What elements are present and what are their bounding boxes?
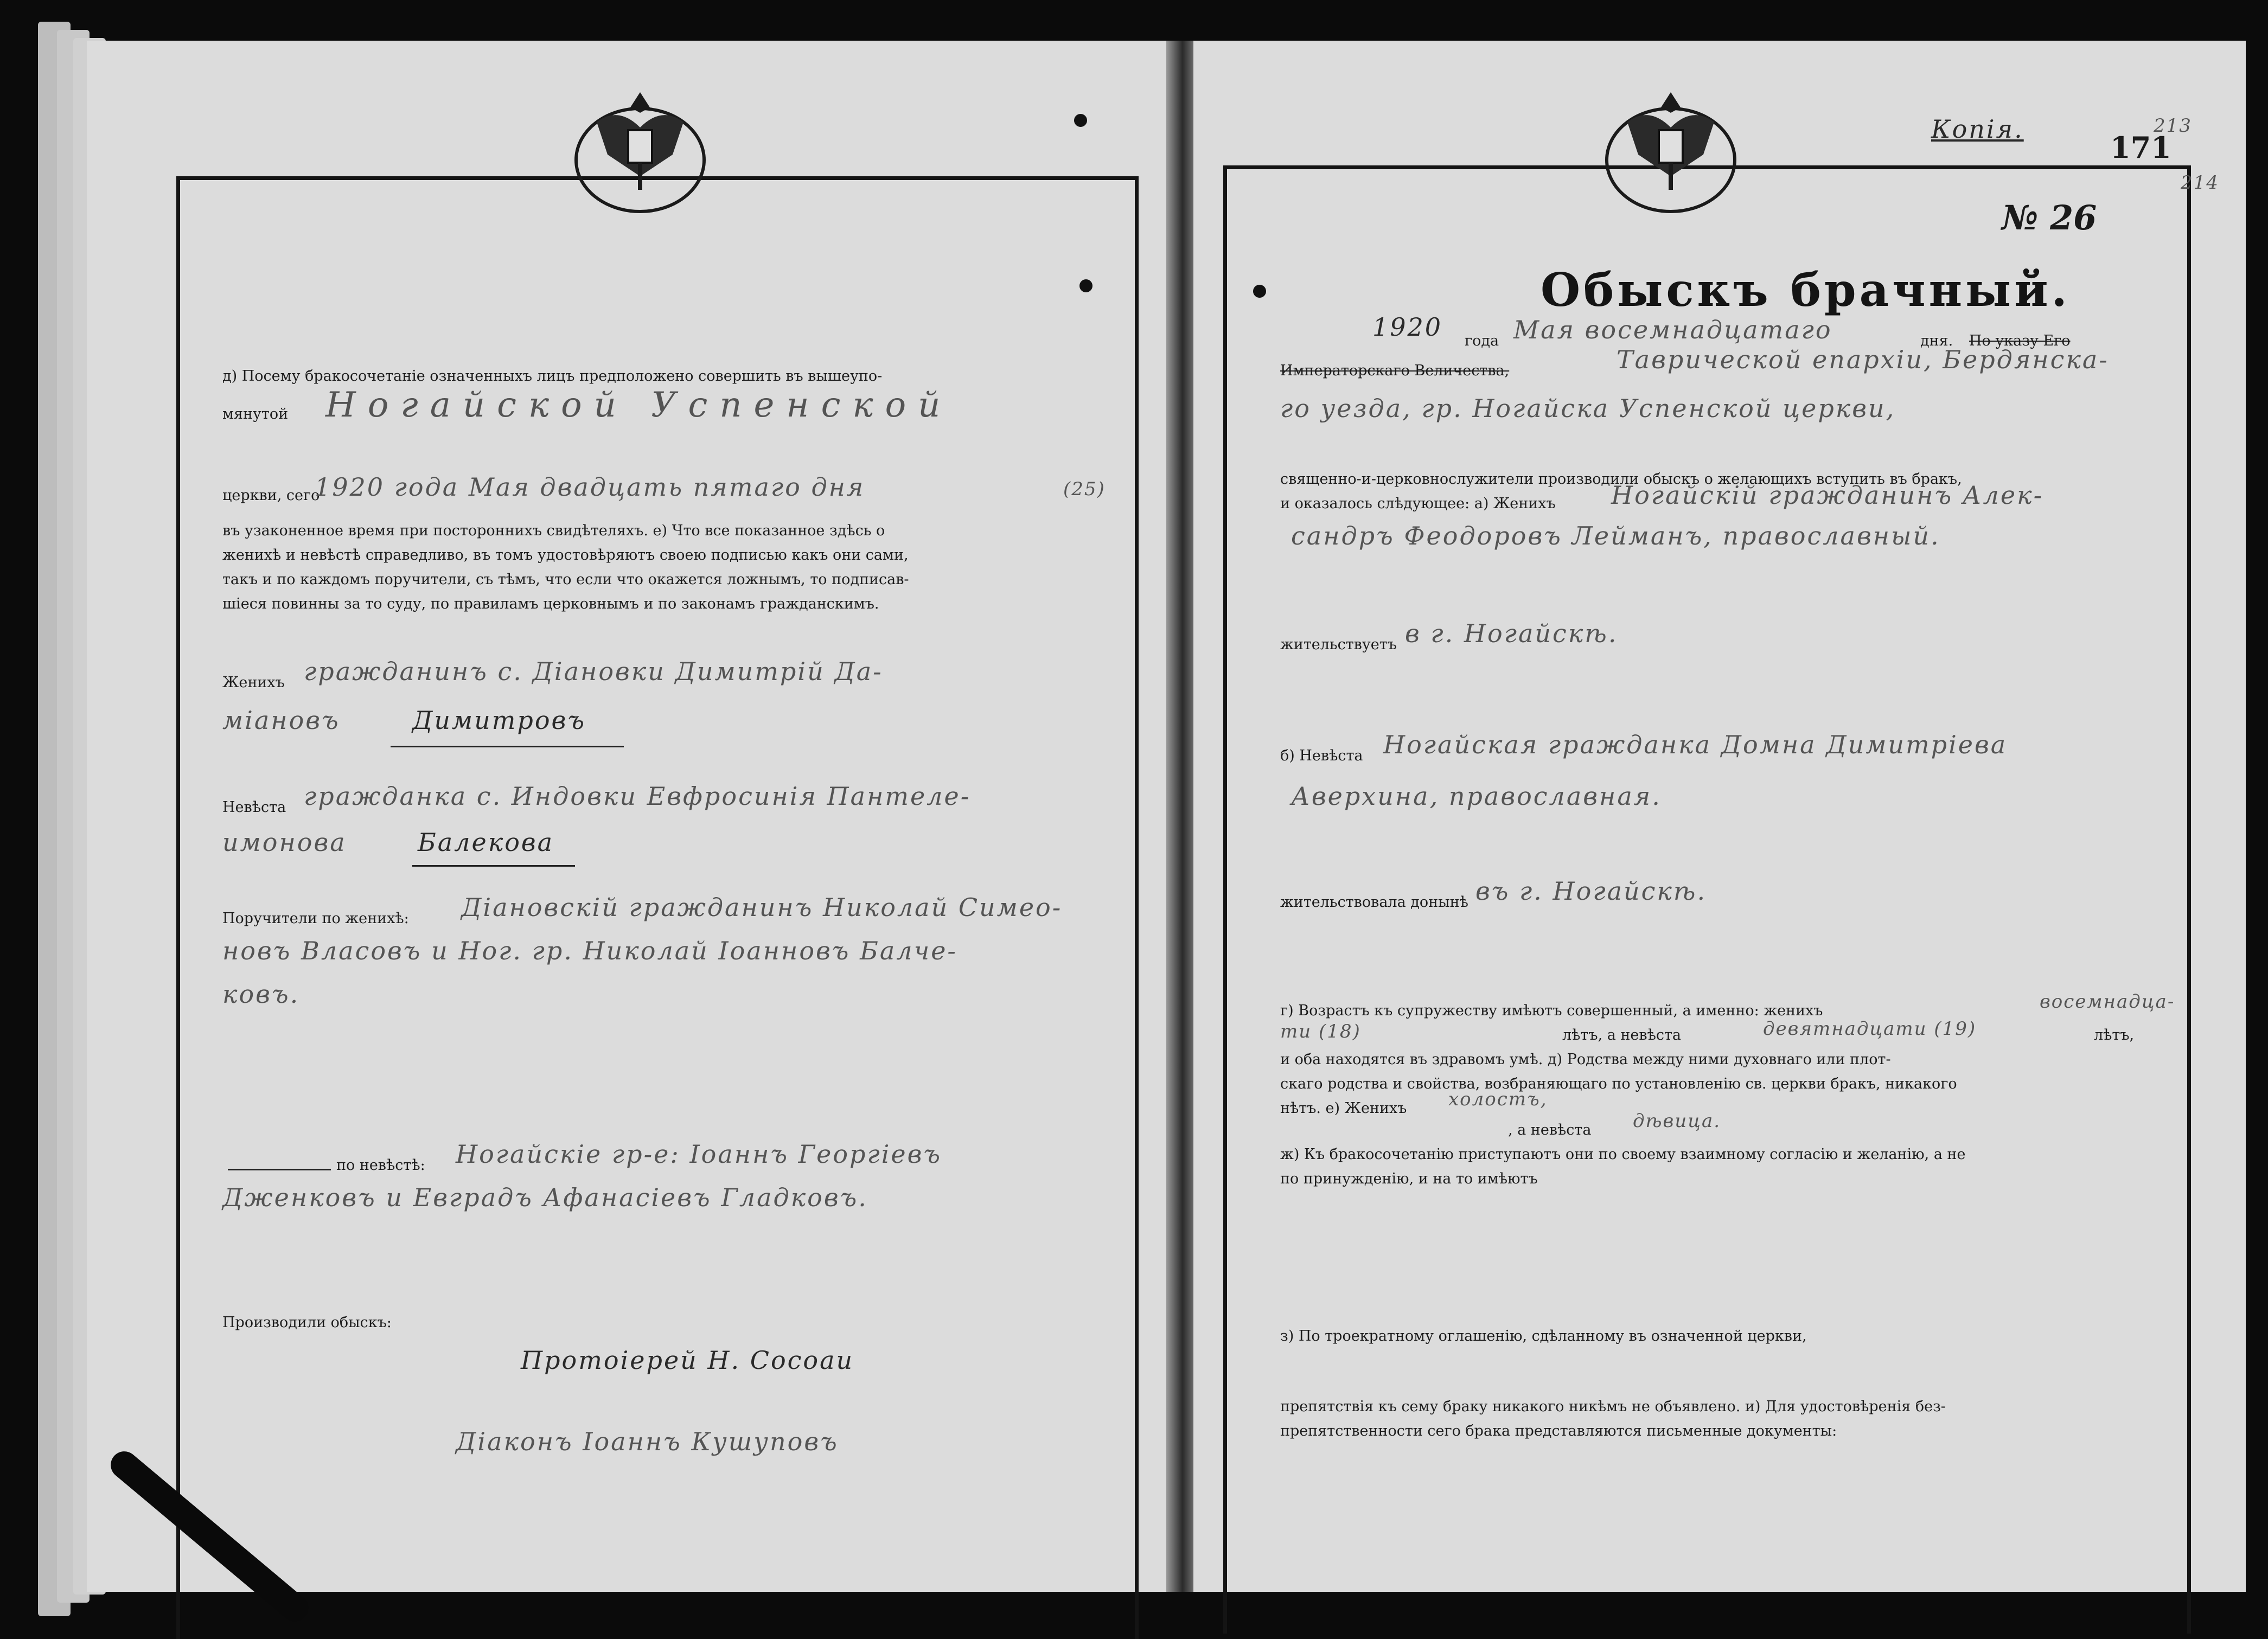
obstacles-line: препятствiя къ сему браку никакого никѣмъ не объявлено. и) Для удостовѣренiя без-	[1280, 1398, 1946, 1415]
day-label: дня.	[1920, 332, 1953, 349]
guarantors-groom-handwritten-1: Дiановскiй гражданинъ Николай Симео-	[461, 893, 1063, 922]
binding-hole	[1253, 285, 1266, 298]
guarantors-bride-blank-line	[228, 1169, 331, 1170]
year-handwritten: 1920	[1372, 312, 1443, 342]
uezd-handwritten: го уезда, гр. Ногайска Успенской церкви,	[1280, 394, 1896, 423]
date-handwritten: 1920 года Мая двадцать пятаго дня	[315, 472, 865, 502]
age-groom-handwritten-1: восемнадца-	[2040, 991, 2175, 1013]
binding-hole	[1074, 114, 1087, 127]
deacon-signature: Дiаконъ Iоаннъ Кушуповъ	[456, 1427, 839, 1456]
age-line-1: г) Возрастъ къ супружеству имѣютъ совершенный, а именно: женихъ	[1280, 1002, 1823, 1019]
groom-label: Женихъ	[222, 674, 285, 691]
item-d-text: д) Посему бракосочетанiе означенныхъ лицъ предположено совершить въ вышеупо-	[222, 368, 883, 385]
para-line-1: въ узаконенное время при постороннихъ свидѣтеляхъ. е) Что все показанное здѣсь о	[222, 522, 885, 539]
priest-signature: Протоiерей Н. Сосоаи	[521, 1346, 854, 1375]
banns-line: з) По троекратному оглашенiю, сдѣланному въ означенной церкви,	[1280, 1328, 1807, 1345]
para-line-3: такъ и по каждомъ поручители, съ тѣмъ, что если что окажется ложнымъ, то подписав-	[222, 571, 909, 588]
marital-groom-label: нѣтъ. е) Женихъ	[1280, 1100, 1407, 1117]
age-groom-handwritten-2: ти (18)	[1280, 1021, 1361, 1042]
bride-label: Невѣста	[222, 799, 286, 816]
consent-line-1: ж) Къ бракосочетанiю приступаютъ они по своему взаимному согласiю и желанiю, а не	[1280, 1146, 1966, 1163]
bride-residence-handwritten: въ г. Ногайскѣ.	[1475, 876, 1707, 906]
marital-bride-label: , а невѣста	[1508, 1122, 1592, 1138]
item-d-text-2: мянутой	[222, 406, 289, 422]
guarantors-bride-handwritten-2: Дженковъ и Евградъ Афанасiевъ Гладковъ.	[222, 1183, 868, 1212]
imperial-eagle-emblem	[564, 79, 716, 214]
age-line-2a: лѣтъ, а невѣста	[1562, 1027, 1682, 1043]
groom-handwritten-2: сандръ Феодоровъ Лейманъ, православный.	[1291, 521, 1940, 550]
marital-groom-handwritten: холостъ,	[1448, 1089, 1548, 1110]
document-title: Обыскъ брачный.	[1541, 263, 2071, 317]
clergy-line: священно-и-церковнослужители производили обыскъ о желающихъ вступить въ бракъ,	[1280, 471, 1962, 488]
date-number-handwritten: (25)	[1063, 478, 1106, 500]
conducted-by-label: Производили обыскъ:	[222, 1314, 392, 1331]
found-line: и оказалось слѣдующее: а) Женихъ	[1280, 495, 1556, 512]
guarantors-groom-handwritten-2: новъ Власовъ и Ног. гр. Николай Iоанновъ Балче-	[222, 936, 957, 965]
documents-line: препятственности сего брака представляются письменные документы:	[1280, 1423, 1837, 1439]
church-name-handwritten: Ногайской Успенской	[325, 385, 953, 425]
guarantors-groom-label: Поручители по женихѣ:	[222, 910, 409, 927]
left-page	[87, 41, 1172, 1592]
bride-handwritten-2: Аверхина, православная.	[1291, 782, 1662, 811]
bride-handwritten-2: имонова	[222, 828, 347, 857]
groom-signature-underline	[391, 746, 624, 747]
struck-text-1: По указу Его	[1969, 332, 2071, 349]
consent-line-2: по принужденiю, и на то имѣютъ	[1280, 1170, 1538, 1187]
struck-text-2: Императорскаго Величества,	[1280, 362, 1510, 379]
guarantors-groom-handwritten-3: ковъ.	[222, 979, 300, 1009]
kin-line: скаго родства и свойства, возбраняющаго по установленiю св. церкви бракъ, никакого	[1280, 1075, 1957, 1092]
groom-handwritten-1: Ногайскiй гражданинъ Алек-	[1611, 481, 2044, 510]
guarantors-bride-handwritten-1: Ногайскiе гр-е: Iоаннъ Георгiевъ	[456, 1139, 942, 1169]
month-handwritten: Мая восемнадцатаго	[1513, 315, 1832, 344]
age-line-2b: лѣтъ,	[2094, 1027, 2135, 1043]
record-number: № 26	[2002, 198, 2097, 238]
bride-handwritten-1: Ногайская гражданка Домна Димитрiева	[1383, 730, 2008, 759]
para-line-4: шiеся повинны за то суду, по правиламъ церковнымъ и по законамъ гражданскимъ.	[222, 596, 879, 612]
bride-residence-label: жительствовала донынѣ	[1280, 894, 1468, 911]
guarantors-bride-label: по невѣстѣ:	[336, 1157, 425, 1174]
folio-handwritten-1: 213	[2154, 115, 2192, 137]
groom-residence-label: жительствуетъ	[1280, 636, 1397, 653]
imperial-eagle-emblem	[1595, 79, 1747, 214]
groom-handwritten-2: мiановъ	[222, 706, 340, 735]
eparchy-handwritten: Таврической епархiи, Бердянска-	[1617, 345, 2109, 374]
age-bride-handwritten: девятнадцати (19)	[1763, 1018, 1977, 1040]
bride-signature: Балекова	[418, 828, 554, 857]
binding-hole	[1079, 279, 1093, 292]
folio-printed: 171	[2110, 130, 2171, 165]
bride-handwritten-1: гражданка с. Индовки Евфросинiя Пантеле-	[304, 782, 971, 811]
groom-residence-handwritten: в г. Ногайскѣ.	[1405, 619, 1618, 648]
church-label: церкви, сего	[222, 487, 320, 504]
bride-signature-underline	[412, 865, 575, 867]
year-label: года	[1465, 332, 1499, 349]
right-page	[1193, 41, 2246, 1592]
marital-bride-handwritten: дѣвица.	[1633, 1110, 1721, 1132]
folio-handwritten-2: 214	[2181, 172, 2219, 194]
para-line-2: женихѣ и невѣстѣ справедливо, въ томъ удостовѣряютъ своею подписью какъ они сами,	[222, 547, 909, 564]
copy-mark: Копiя.	[1931, 114, 2024, 144]
groom-signature: Димитровъ	[412, 706, 586, 735]
groom-handwritten-1: гражданинъ с. Дiановки Димитрiй Да-	[304, 657, 883, 686]
bride-label: б) Невѣста	[1280, 747, 1363, 764]
health-line: и оба находятся въ здравомъ умѣ. д) Родства между ними духовнаго или плот-	[1280, 1051, 1891, 1068]
